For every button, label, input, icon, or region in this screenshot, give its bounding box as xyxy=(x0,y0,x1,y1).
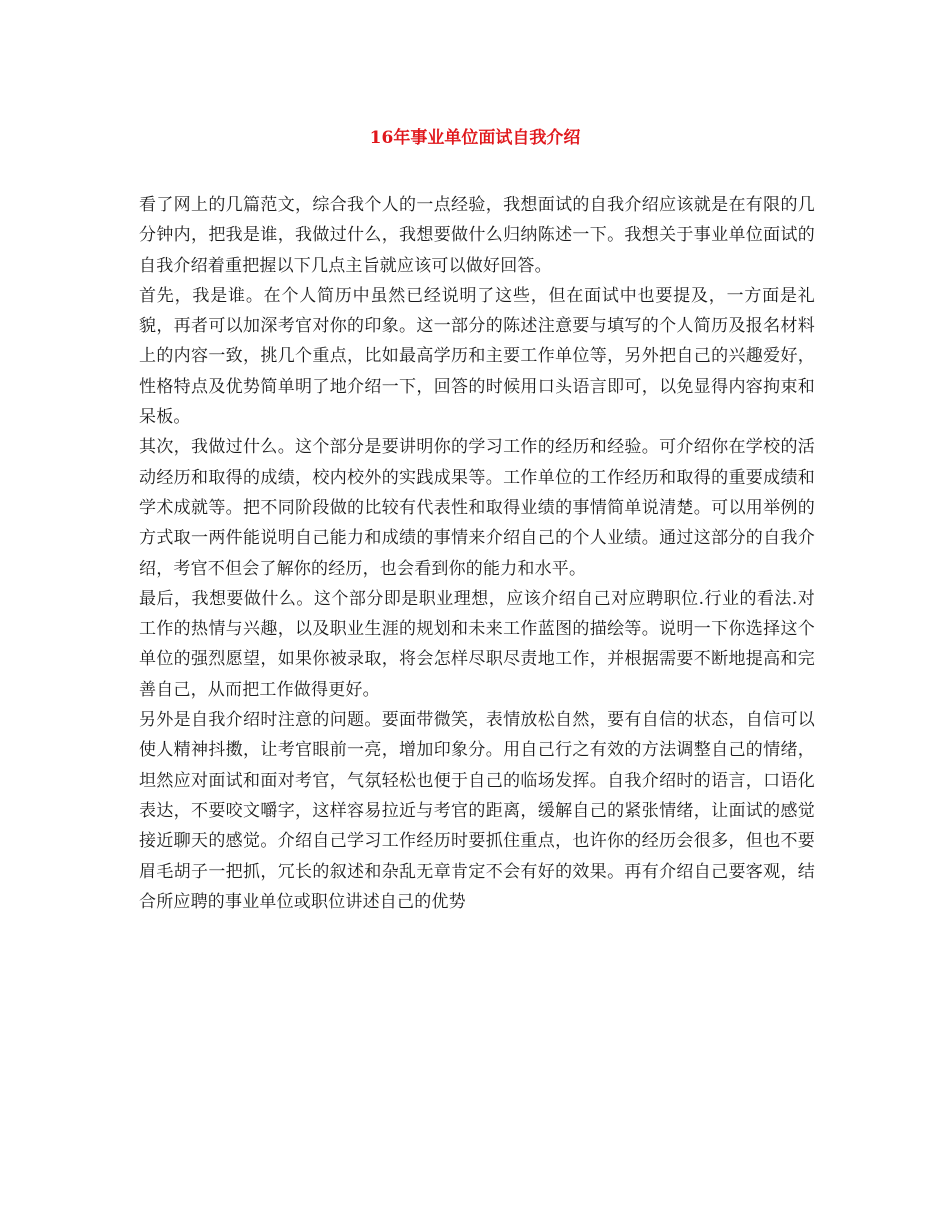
paragraph-what-i-did: 其次，我做过什么。这个部分是要讲明你的学习工作的经历和经验。可介绍你在学校的活动经历和取得的成绩，校内校外的实践成果等。工作单位的工作经历和取得的重要成绩和学术成就等。把不同阶段做的比较有代表性和取得业绩的事情简单说清楚。可以用举例的方式取一两件能说明自己能力和成绩的事情来介绍自己的个人业绩。通过这部分的自我介绍，考官不但会了解你的经历，也会看到你的能力和水平。 xyxy=(139,437,815,579)
page-title: 16年事业单位面试自我介绍 xyxy=(369,128,581,148)
paragraph-notes: 另外是自我介绍时注意的问题。要面带微笑，表情放松自然，要有自信的状态，自信可以使人精神抖擞，让考官眼前一亮，增加印象分。用自己行之有效的方法调整自己的情绪，坦然应对面试和面对考官，气氛轻松也便于自己的临场发挥。自我介绍时的语言，口语化表达，不要咬文嚼字，这样容易拉近与考官的距离，缓解自己的紧张情绪，让面试的感觉接近聊天的感觉。介绍自己学习工作经历时要抓住重点，也许你的经历会很多，但也不要眉毛胡子一把抓，冗长的叙述和杂乱无章肯定不会有好的效果。再有介绍自己要客观，结合所应聘的事业单位或职位讲述自己的优势 xyxy=(139,710,815,912)
paragraph-who-am-i: 首先，我是谁。在个人简历中虽然已经说明了这些，但在面试中也要提及，一方面是礼貌，再者可以加深考官对你的印象。这一部分的陈述注意要与填写的个人简历及报名材料上的内容一致，挑几个重点，比如最高学历和主要工作单位等，另外把自己的兴趣爱好，性格特点及优势简单明了地介绍一下，回答的时候用口头语言即可，以免显得内容拘束和呆板。 xyxy=(139,285,815,428)
paragraph-intro: 看了网上的几篇范文，综合我个人的一点经验，我想面试的自我介绍应该就是在有限的几分钟内，把我是谁，我做过什么，我想要做什么归纳陈述一下。我想关于事业单位面试的自我介绍着重把握以下几点主旨就应该可以做好回答。 xyxy=(139,195,815,276)
paragraph-what-i-want: 最后，我想要做什么。这个部分即是职业理想，应该介绍自己对应聘职位.行业的看法.对工作的热情与兴趣，以及职业生涯的规划和未来工作蓝图的描绘等。说明一下你选择这个单位的强烈愿望，如果你被录取，将会怎样尽职尽责地工作，并根据需要不断地提高和完善自己，从而把工作做得更好。 xyxy=(139,588,815,700)
document-body xyxy=(139,190,815,917)
